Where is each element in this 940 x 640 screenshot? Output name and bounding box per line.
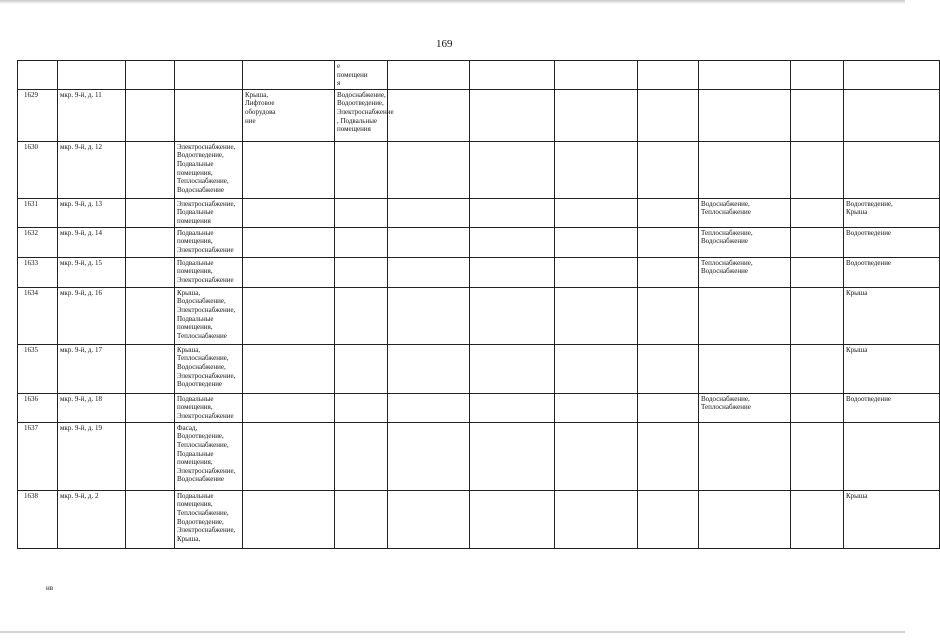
cell-address (58, 490, 126, 548)
cell (470, 344, 555, 393)
cell-c3 (126, 141, 175, 198)
cell-c6 (335, 141, 388, 198)
cell-c4 (175, 227, 243, 257)
repair-schedule-table (17, 60, 940, 549)
cell-row-number (18, 344, 58, 393)
cell-address-text: мкр. 9-й, д. 19 (60, 423, 102, 432)
cell-address (58, 287, 126, 344)
cell-c10 (699, 393, 791, 422)
cell-c6 (335, 490, 388, 548)
cell-row-number-text: 1638 (24, 491, 38, 500)
cell (555, 61, 638, 90)
cell (555, 198, 638, 227)
cell (638, 344, 699, 393)
cell (470, 227, 555, 257)
cell-address-text: мкр. 9-й, д. 15 (60, 258, 102, 267)
cell-address (58, 422, 126, 490)
cell-c10 (699, 141, 791, 198)
cell (638, 89, 699, 141)
cell-c4 (175, 141, 243, 198)
cell-c3 (126, 227, 175, 257)
cell-c12-text: Водоотведение, Крыша (846, 199, 893, 217)
cell (388, 287, 470, 344)
cell-c12-text: Крыша (846, 345, 868, 354)
cell (791, 61, 844, 90)
cell (638, 141, 699, 198)
cell (638, 227, 699, 257)
cell-row-number (18, 393, 58, 422)
cell-address-text: мкр. 9-й, д. 14 (60, 228, 102, 237)
cell-row-number-text: 1630 (24, 142, 38, 151)
cell-c10 (699, 227, 791, 257)
cell (470, 141, 555, 198)
cell (470, 89, 555, 141)
cell-row-number (18, 227, 58, 257)
cell-c10 (699, 422, 791, 490)
cell-row-number-text: 1636 (24, 394, 38, 403)
cell-row-number-text: 1631 (24, 199, 38, 208)
cell-c10-text: Теплоснабжение, Водоснабжение (701, 228, 753, 246)
cell (388, 227, 470, 257)
cell (470, 422, 555, 490)
cell-c6 (335, 89, 394, 141)
cell-c4-text: Крыша, Водоснабжение, Электроснабжение, Подвальные помещения, Теплоснабжение (177, 288, 236, 340)
cell (638, 257, 699, 287)
cell (791, 287, 844, 344)
cell-c5 (243, 227, 335, 257)
cell-c4 (175, 490, 243, 548)
table-row (18, 257, 940, 287)
cell (388, 89, 470, 141)
cell-c4 (175, 344, 243, 393)
cell-c10 (699, 490, 791, 548)
cell (555, 227, 638, 257)
cell-c6 (335, 227, 388, 257)
cell-row-number-text: 1634 (24, 288, 38, 297)
cell-c4-text: Подвальные помещения, Электроснабжение (177, 394, 234, 420)
cell-c10-text: Водоснабжение, Теплоснабжение (701, 199, 751, 217)
cell-row-number-text: 1635 (24, 345, 38, 354)
cell-row-number-text: 1637 (24, 423, 38, 432)
cell-c4-text: Подвальные помещения, Теплоснабжение, Водоотведение, Электроснабжение, Крыша, (177, 491, 236, 543)
cell-c3 (126, 287, 175, 344)
cell-c3 (126, 257, 175, 287)
cell (791, 227, 844, 257)
cell (791, 422, 844, 490)
cell (555, 141, 638, 198)
cell (388, 198, 470, 227)
cell-c4 (175, 198, 243, 227)
cell-row-number-text: 1633 (24, 258, 38, 267)
cell (791, 141, 844, 198)
cell-c12 (844, 257, 940, 287)
table-row (18, 287, 940, 344)
cell-c10-text: Теплоснабжение, Водоснабжение (701, 258, 753, 276)
cell-row-number-text: 1632 (24, 228, 38, 237)
cell-c5 (243, 257, 335, 287)
cell (638, 198, 699, 227)
cell-c12-text: Водоотведение (846, 258, 892, 267)
cell (555, 257, 638, 287)
cell-row-number (18, 422, 58, 490)
cell-c6 (335, 257, 388, 287)
cell-c3 (126, 422, 175, 490)
cell-address-text: мкр. 9-й, д. 13 (60, 199, 102, 208)
cell-c6 (335, 287, 388, 344)
cell-c10 (699, 257, 791, 287)
cell-row-number (18, 198, 58, 227)
cell-c5 (243, 198, 335, 227)
cell-row-number (18, 287, 58, 344)
cell-address (58, 257, 126, 287)
cell (175, 61, 243, 90)
cell-address-text: мкр. 9-й, д. 12 (60, 142, 102, 151)
cell (844, 61, 940, 90)
cell-c4-text: Электроснабжение, Водоотведение, Подвальные помещения, Теплоснабжение, Водоснабжение (177, 142, 236, 194)
cell-c3 (126, 344, 175, 393)
cell-row-number (18, 490, 58, 548)
cell (470, 198, 555, 227)
cell-c10 (699, 344, 791, 393)
cell-c4 (175, 257, 243, 287)
cell-address-text: мкр. 9-й, д. 18 (60, 394, 102, 403)
cell (388, 393, 470, 422)
cell (470, 287, 555, 344)
cell-address (58, 344, 126, 393)
cell-address (58, 227, 126, 257)
cell (470, 61, 555, 90)
cell-address (58, 141, 126, 198)
cell (638, 61, 699, 90)
cell-c12-text: Крыша (846, 288, 868, 297)
cell-c10 (699, 89, 791, 141)
cell (18, 61, 58, 90)
cell-c12 (844, 490, 940, 548)
table-row (18, 141, 940, 198)
table-row (18, 490, 940, 548)
cell-c12-text: Водоотведение (846, 228, 892, 237)
cell (791, 89, 844, 141)
cell-c10 (699, 198, 791, 227)
cell-c5 (243, 490, 335, 548)
table-row (18, 393, 940, 422)
table-row-continued (18, 61, 940, 90)
cell-row-number (18, 89, 58, 141)
cell-address-text: мкр. 9-й, д. 11 (60, 90, 102, 99)
cell-c6-text: Водоснабжение, Водоотведение, Электроснабжение , Подвальные помещения (337, 90, 394, 134)
cell-c4 (175, 287, 243, 344)
cell-c5 (243, 287, 335, 344)
cell-address (58, 393, 126, 422)
cell-c12 (844, 198, 940, 227)
cell-row-number-text: 1629 (24, 90, 38, 99)
cell-c4-text: Крыша, Теплоснабжение, Водоснабжение, Электроснабжение, Водоотведение (177, 345, 236, 389)
page-number: 169 (436, 38, 453, 50)
cell-c12 (844, 344, 940, 393)
cell-c5 (243, 393, 335, 422)
cell-c3 (126, 198, 175, 227)
cell (555, 422, 638, 490)
cell-c5 (243, 141, 335, 198)
cell (555, 393, 638, 422)
cell (791, 344, 844, 393)
cell (638, 393, 699, 422)
cell (243, 61, 335, 90)
cell-c5 (243, 422, 335, 490)
cell-c6 (335, 344, 388, 393)
cell (470, 490, 555, 548)
cell-c4 (175, 422, 243, 490)
table-row (18, 198, 940, 227)
cell-work-type-continued: е помещени я (335, 61, 388, 90)
cell (638, 490, 699, 548)
cell-c12-text: Крыша (846, 491, 868, 500)
cell-address-text: мкр. 9-й, д. 17 (60, 345, 102, 354)
cell (638, 422, 699, 490)
cell (58, 61, 126, 90)
cell-c4 (175, 393, 243, 422)
cell-c12 (844, 141, 940, 198)
table-row (18, 227, 940, 257)
table-row (18, 89, 940, 141)
cell (555, 344, 638, 393)
cell-c12-text: Водоотведение (846, 394, 892, 403)
cell-c12 (844, 287, 940, 344)
cell (388, 422, 470, 490)
cell (388, 141, 470, 198)
cell-c5-text: Крыша, Лифтовое оборудова ние (245, 90, 276, 125)
cell-c4-text: Подвальные помещения, Электроснабжение (177, 228, 234, 254)
cell-c12 (844, 393, 940, 422)
cell-c4-text: Электроснабжение, Подвальные помещения (177, 199, 236, 225)
cell-c3 (126, 393, 175, 422)
cell-c12 (844, 227, 940, 257)
cell-c4 (175, 89, 243, 141)
cell-c3 (126, 89, 175, 141)
table-row (18, 422, 940, 490)
cell-address-text: мкр. 9-й, д. 16 (60, 288, 102, 297)
cell (555, 287, 638, 344)
cell-address-text: мкр. 9-й, д. 2 (60, 491, 99, 500)
cell-c6 (335, 422, 388, 490)
scan-artifact-bottom (0, 631, 905, 633)
cell (470, 393, 555, 422)
table-row (18, 344, 940, 393)
cell (699, 61, 791, 90)
cell-c3 (126, 490, 175, 548)
cell-c6 (335, 393, 388, 422)
cell-c6 (335, 198, 388, 227)
footer-mark: нв (46, 584, 54, 592)
cell-c4-text: Фасад, Водоотведение, Теплоснабжение, Подвальные помещения, Электроснабжение, Водоснабжение (177, 423, 236, 484)
cell (388, 344, 470, 393)
cell (388, 257, 470, 287)
cell-c10-text: Водоснабжение, Теплоснабжение (701, 394, 751, 412)
cell (791, 257, 844, 287)
cell-row-number (18, 257, 58, 287)
cell (388, 61, 470, 90)
cell (555, 490, 638, 548)
cell-c5 (243, 344, 335, 393)
cell-c10 (699, 287, 791, 344)
cell-address (58, 89, 126, 141)
cell-c4-text: Подвальные помещения, Электроснабжение (177, 258, 234, 284)
cell-c12 (844, 422, 940, 490)
scan-artifact-top (0, 0, 905, 4)
cell-c12 (844, 89, 940, 141)
cell (791, 393, 844, 422)
cell (388, 490, 470, 548)
cell-address (58, 198, 126, 227)
cell (791, 490, 844, 548)
cell (555, 89, 638, 141)
cell-row-number (18, 141, 58, 198)
cell (126, 61, 175, 90)
cell (470, 257, 555, 287)
cell (791, 198, 844, 227)
cell-c5 (243, 89, 335, 141)
cell (638, 287, 699, 344)
